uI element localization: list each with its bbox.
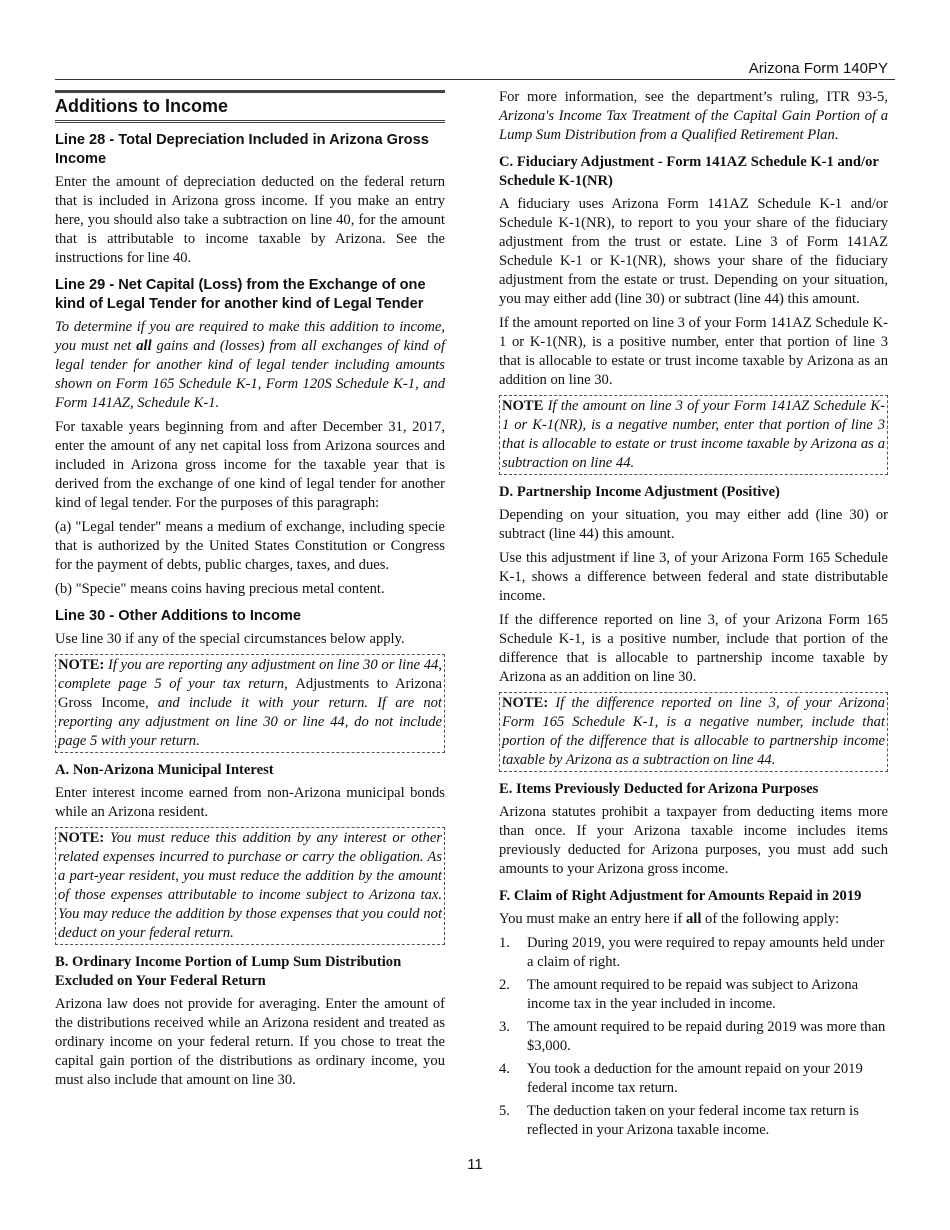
line-30-heading: Line 30 - Other Additions to Income: [55, 608, 301, 624]
line-29-paragraph-1: For taxable years beginning from and after December 31, 2017, enter the amount of any net capital loss from Arizona sources and included in Arizona gross income for the taxable year that is derived from the exchange of one kind of legal tender for another kind of legal tender. For the purposes of this paragraph:: [55, 419, 445, 511]
section-e-text: Arizona statutes prohibit a taxpayer from deducting items more than once. If your Arizona taxable income includes items previously deducted for Arizona purposes, you must add such amounts to your Arizona gross income.: [499, 804, 888, 877]
form-header: Arizona Form 140PY: [748, 60, 888, 77]
section-d-heading: D. Partnership Income Adjustment (Positive): [499, 484, 780, 500]
itr-info-text: For more information, see the department’s ruling, ITR 93-5, Arizona's Income Tax Treatment of the Capital Gain Portion of a Lump Sum Distribution from a Qualified Retirement Plan.: [499, 89, 888, 143]
list-item: 5. The deduction taken on your federal income tax return is reflected in your Arizona taxable income.: [499, 1103, 859, 1138]
section-e-heading: E. Items Previously Deducted for Arizona Purposes: [499, 781, 819, 797]
section-b-text: Arizona law does not provide for averaging. Enter the amount of the distributions received while an Arizona resident and treated as ordinary income on your federal return. If you chose to treat the capital gain portion of the distributions as ordinary income, you must also include that amount on line 30.: [55, 996, 445, 1088]
section-d-paragraph-2: Use this adjustment if line 3, of your Arizona Form 165 Schedule K-1, shows a difference between federal and state distributable income.: [499, 550, 888, 604]
section-f-intro: You must make an entry here if all of the following apply:: [499, 911, 840, 927]
note-box-interest: NOTE: You must reduce this addition by any interest or other related expenses incurred to purchase or carry the obligation. As a part-year resident, you must reduce the addition by the amount of those expenses attributable to income subject to Arizona tax. You may reduce the addition by those expenses that you could not deduct on your federal return.: [55, 827, 445, 945]
line-29-heading: Line 29 - Net Capital (Loss) from the Exchange of one kind of Legal Tender for another kind of Legal Tender: [55, 277, 426, 312]
line-28-text: Enter the amount of depreciation deducted on the federal return that is included in Arizona gross income. If you make an entry here, you should also take a subtraction on line 40, for the amount that is attributable to income taxable by Arizona. See the instructions for line 40.: [55, 174, 445, 266]
list-item: 2. The amount required to be repaid was subject to Arizona income tax in the year included in income.: [499, 977, 859, 1012]
note-box-partnership: NOTE: If the difference reported on line 3, of your Arizona Form 165 Schedule K-1, is a negative number, include that portion of the difference that is allocable to partnership income taxable by Arizona as a subtraction on line 44.: [499, 692, 888, 772]
right-column: [499, 88, 888, 1144]
line-29-paragraph-3: (b) "Specie" means coins having precious metal content.: [55, 581, 385, 597]
page-number: 11: [467, 1156, 483, 1173]
list-item: 4. You took a deduction for the amount repaid on your 2019 federal income tax return.: [499, 1061, 863, 1096]
section-c-paragraph-2: If the amount reported on line 3 of your Form 141AZ Schedule K-1 or K-1(NR), is a positive number, enter that portion of line 3 that is allocable to estate or trust income taxable by Arizona as an addition on line 30.: [499, 315, 888, 388]
claim-of-right-list: [499, 934, 888, 1140]
section-title: Additions to Income: [55, 90, 445, 123]
header-rule: [55, 79, 895, 80]
section-c-heading: C. Fiduciary Adjustment - Form 141AZ Schedule K-1 and/or Schedule K-1(NR): [499, 154, 879, 189]
line-28-heading: Line 28 - Total Depreciation Included in Arizona Gross Income: [55, 132, 429, 167]
line-29-paragraph-2: (a) "Legal tender" means a medium of exchange, including specie that is authorized by the United States Constitution or Congress for the payment of debts, public charges, taxes, and dues.: [55, 519, 445, 573]
left-column: [55, 88, 445, 1095]
line-29-italic-note: To determine if you are required to make this addition to income, you must net all gains and (losses) from all exchanges of kind of legal tender for another kind of legal tender including amounts shown on Form 165 Schedule K-1, Form 120S Schedule K-1, and Form 141AZ, Schedule K-1.: [55, 319, 445, 411]
line-30-text: Use line 30 if any of the special circumstances below apply.: [55, 631, 405, 647]
section-d-paragraph-3: If the difference reported on line 3, of your Arizona Form 165 Schedule K-1, is a positive number, include that portion of the difference that is allocable to partnership income taxable by Arizona as an addition on line 30.: [499, 612, 888, 685]
note-box-page-5: NOTE: If you are reporting any adjustment on line 30 or line 44, complete page 5 of your tax return, Adjustments to Arizona Gross Income, and include it with your return. If are not reporting any adjustment on line 30 or line 44, do not include page 5 with your return.: [55, 654, 445, 753]
section-b-heading: B. Ordinary Income Portion of Lump Sum Distribution Excluded on Your Federal Return: [55, 954, 402, 989]
list-item: 1. During 2019, you were required to repay amounts held under a claim of right.: [499, 935, 885, 970]
section-a-heading: A. Non-Arizona Municipal Interest: [55, 762, 274, 778]
section-c-paragraph-1: A fiduciary uses Arizona Form 141AZ Schedule K-1 and/or Schedule K-1(NR), to report to you your share of the fiduciary adjustment from the trust or estate. Line 3 of Form 141AZ Schedule K-1 or K-1(NR), shows your share of the fiduciary adjustment from the estate or trust. Depending on your situation, you may either add (line 30) or subtract (line 44) this amount.: [499, 196, 888, 307]
note-box-fiduciary: NOTE If the amount on line 3 of your Form 141AZ Schedule K-1 or K-1(NR), is a negative number, enter that portion of line 3 that is allocable to estate or trust income taxable by Arizona as a subtraction on line 44.: [499, 395, 888, 475]
list-item: 3. The amount required to be repaid during 2019 was more than $3,000.: [499, 1019, 886, 1054]
section-d-paragraph-1: Depending on your situation, you may either add (line 30) or subtract (line 44) this amount.: [499, 507, 888, 542]
section-f-heading: F. Claim of Right Adjustment for Amounts Repaid in 2019: [499, 888, 862, 904]
section-a-text: Enter interest income earned from non-Arizona municipal bonds while an Arizona resident.: [55, 785, 445, 820]
